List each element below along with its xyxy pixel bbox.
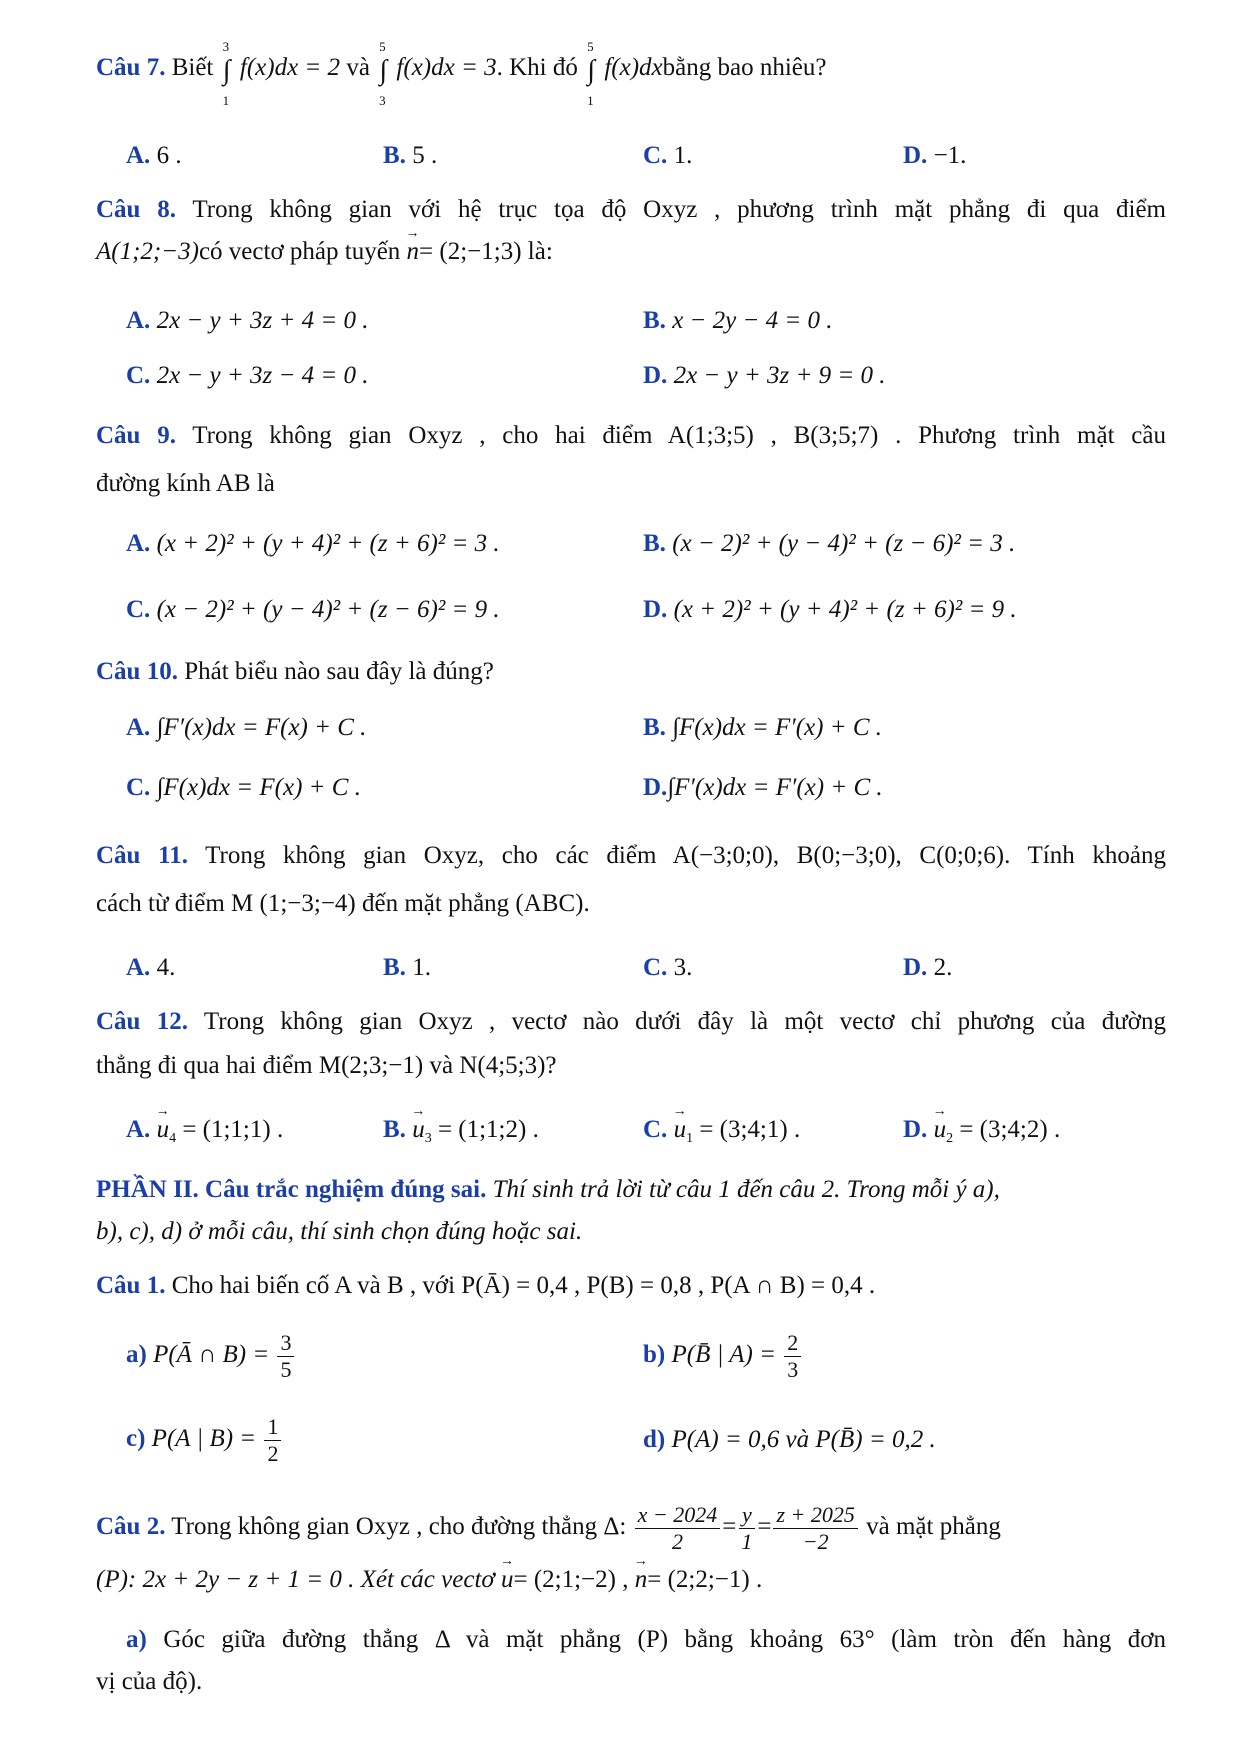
question-text: cách từ điểm M (1;−3;−4) đến mặt phẳng (ABC).	[96, 890, 590, 917]
option-value: 1.	[412, 954, 431, 981]
statement-value: P(A | B) =	[151, 1425, 257, 1453]
option-label: D.	[643, 774, 668, 801]
fraction	[773, 1502, 857, 1555]
option-label: B.	[383, 142, 406, 169]
question-11-line2	[96, 886, 1166, 922]
vector-index: 1	[686, 1131, 694, 1146]
statement-label: d)	[643, 1426, 666, 1453]
point-a: A(1;2;−3)	[96, 238, 199, 265]
option-d[interactable]	[643, 358, 885, 394]
statement-c[interactable]	[126, 1414, 283, 1467]
option-label: A.	[126, 714, 151, 741]
option-b[interactable]	[383, 138, 437, 174]
statement-label: c)	[126, 1425, 146, 1453]
part-title: PHẦN II. Câu trắc nghiệm đúng sai.	[96, 1176, 487, 1203]
option-a[interactable]	[126, 138, 182, 174]
option-b[interactable]	[383, 950, 431, 986]
question-number: Câu 11.	[96, 842, 188, 869]
question-text: Trong không gian Oxyz , vectơ nào dưới đây là một vectơ chỉ phương của đường	[203, 1008, 1166, 1035]
integral-sign: ∫ 5 3	[376, 53, 390, 89]
statement-a[interactable]	[126, 1330, 296, 1383]
option-a[interactable]	[126, 710, 366, 746]
option-c[interactable]	[643, 1112, 800, 1157]
direction-vector: → u	[412, 1112, 425, 1148]
question-text: . Khi đó	[496, 54, 578, 81]
numerator: 3	[277, 1330, 294, 1357]
option-a[interactable]	[126, 526, 500, 562]
option-label: A.	[126, 307, 151, 334]
option-value: ∫F′(x)dx = F′(x) + C .	[667, 774, 883, 801]
option-a[interactable]	[126, 303, 368, 339]
integral-body: f(x)dx = 2	[239, 54, 341, 81]
lower-limit: 3	[379, 93, 386, 108]
direction-vector: → u	[934, 1112, 947, 1148]
option-value: ∫F′(x)dx = F(x) + C .	[156, 714, 367, 741]
option-label: C.	[643, 142, 668, 169]
question-number: Câu 1.	[96, 1272, 166, 1299]
fraction	[784, 1330, 801, 1383]
statement-text: Góc giữa đường thẳng Δ và mặt phẳng (P) bằng khoảng 63° (làm tròn đến hàng đơn	[163, 1626, 1166, 1653]
option-label: B.	[643, 714, 666, 741]
direction-vector: → u	[157, 1112, 170, 1148]
question-text: đường kính AB là	[96, 470, 275, 497]
option-label: A.	[126, 954, 151, 981]
option-b[interactable]	[383, 1112, 539, 1157]
part-2-instruction-line2	[96, 1214, 1166, 1250]
question-12	[96, 1004, 1166, 1040]
option-b[interactable]	[643, 303, 833, 339]
option-label: A.	[126, 1116, 151, 1143]
denominator: 2	[671, 1529, 683, 1554]
part-2-header	[96, 1172, 1166, 1208]
statement-d[interactable]	[643, 1422, 936, 1458]
vector-index: 4	[169, 1131, 177, 1146]
option-value: 2x − y + 3z + 4 = 0 .	[156, 307, 369, 334]
fraction	[277, 1330, 294, 1383]
option-d[interactable]	[643, 770, 883, 806]
option-label: D.	[903, 954, 928, 981]
option-label: C.	[126, 596, 151, 623]
question-text: Cho hai biến cố A và B , với P(Ā) = 0,4 , P(B) = 0,8 , P(A ∩ B) = 0,4 .	[171, 1272, 876, 1299]
option-value: 4.	[156, 954, 176, 981]
statement-a[interactable]	[126, 1622, 1166, 1658]
option-label: D.	[903, 142, 928, 169]
vector-u: → u	[501, 1562, 514, 1598]
question-10	[96, 654, 1166, 690]
option-c[interactable]	[643, 950, 692, 986]
normal-vector: → n	[407, 234, 420, 270]
question-9-line2	[96, 466, 1166, 502]
question-8-line2	[96, 234, 1166, 270]
vector-value: = (2;1;−2) ,	[513, 1566, 629, 1593]
integral-body: f(x)dx = 3	[396, 54, 497, 81]
part2-question-2: Câu 2. Trong không gian Oxyz , cho đường thẳng Δ: $\frac{x - 2024}{2}$ = $\frac{y}{1}$ = $\frac{z + 2025}{-2}$ và mặt phẳng	[96, 1502, 1001, 1554]
option-value: ∫F(x)dx = F(x) + C .	[156, 774, 361, 801]
part2-question-1	[96, 1268, 1166, 1304]
option-label: C.	[126, 362, 151, 389]
option-label: B.	[383, 954, 406, 981]
option-d[interactable]	[903, 1112, 1060, 1157]
numerator: x − 2024	[635, 1502, 721, 1529]
question-text: bằng bao nhiêu?	[662, 54, 827, 81]
question-text: và	[346, 54, 370, 81]
option-label: D.	[643, 596, 668, 623]
statement-value: P(A) = 0,6 và P(B̄) = 0,2 .	[671, 1426, 936, 1453]
option-b[interactable]	[643, 710, 882, 746]
option-label: D.	[903, 1116, 928, 1143]
question-text: Trong không gian Oxyz, cho các điểm A(−3;0;0), B(0;−3;0), C(0;0;6). Tính khoảng	[205, 842, 1166, 869]
question-number: Câu 9.	[96, 422, 176, 449]
question-number: Câu 7.	[96, 54, 166, 81]
statement-value: P(B̄ | A) =	[671, 1341, 776, 1369]
option-value: ∫F(x)dx = F′(x) + C .	[672, 714, 883, 741]
question-text: Phát biểu nào sau đây là đúng?	[184, 658, 494, 685]
question-number: Câu 8.	[96, 196, 177, 223]
part-instruction: Thí sinh trả lời từ câu 1 đến câu 2. Trong mỗi ý a),	[492, 1176, 1000, 1203]
vector-index: 2	[946, 1131, 954, 1146]
numerator: z + 2025	[773, 1502, 857, 1529]
integral-body: f(x)dx	[604, 54, 663, 81]
denominator: −2	[802, 1529, 829, 1554]
option-value: 1.	[673, 142, 693, 169]
upper-limit: 5	[379, 39, 386, 54]
integral-sign: ∫ 3 1	[220, 53, 234, 89]
question-text: là:	[527, 238, 553, 265]
option-label: B.	[643, 530, 666, 557]
denominator: 3	[787, 1357, 799, 1382]
option-b[interactable]	[643, 526, 1015, 562]
question-text: thẳng đi qua hai điểm M(2;3;−1) và N(4;5;3)?	[96, 1052, 557, 1079]
option-a[interactable]	[126, 950, 175, 986]
statement-label: b)	[643, 1341, 666, 1369]
fraction	[264, 1414, 281, 1467]
option-value: = (3;4;1) .	[699, 1116, 801, 1143]
upper-limit: 5	[587, 39, 594, 54]
option-label: C.	[643, 954, 668, 981]
question-text: Trong không gian Oxyz , cho hai điểm A(1;3;5) , B(3;5;7) . Phương trình mặt cầu	[192, 422, 1166, 449]
denominator: 2	[267, 1441, 279, 1466]
option-label: C.	[643, 1116, 668, 1143]
lower-limit: 1	[222, 93, 230, 108]
vector-value: = (2;2;−1) .	[647, 1566, 763, 1593]
option-value: (x + 2)² + (y + 4)² + (z + 6)² = 9 .	[673, 596, 1017, 623]
option-d[interactable]	[903, 950, 952, 986]
question-number: Câu 2.	[96, 1513, 166, 1541]
option-value: 2x − y + 3z − 4 = 0 .	[156, 362, 369, 389]
statement-a-line2	[96, 1664, 1166, 1700]
option-label: A.	[126, 530, 151, 557]
question-number: Câu 12.	[96, 1008, 189, 1035]
part2-question-2-line2	[96, 1562, 1166, 1598]
option-value: 2x − y + 3z + 9 = 0 .	[673, 362, 886, 389]
option-value: −1.	[933, 142, 967, 169]
option-label: B.	[643, 307, 666, 334]
option-label: A.	[126, 142, 151, 169]
direction-vector: → u	[674, 1112, 687, 1148]
question-text: (P): 2x + 2y − z + 1 = 0 . Xét các vectơ	[96, 1566, 495, 1593]
question-12-line2	[96, 1048, 1166, 1084]
statement-label: a)	[126, 1626, 147, 1653]
question-11	[96, 838, 1166, 874]
fraction	[738, 1502, 755, 1555]
question-text: Biết	[171, 54, 214, 81]
denominator: 1	[741, 1529, 753, 1554]
numerator: y	[739, 1502, 755, 1529]
option-c[interactable]	[643, 138, 692, 174]
option-value: = (3;4;2) .	[959, 1116, 1061, 1143]
option-c[interactable]	[126, 592, 500, 628]
question-text: Trong không gian Oxyz , cho đường thẳng Δ:	[171, 1513, 627, 1541]
denominator: 5	[280, 1357, 292, 1382]
part-instruction: b), c), d) ở mỗi câu, thí sinh chọn đúng hoặc sai.	[96, 1218, 583, 1245]
question-9	[96, 418, 1166, 454]
option-label: C.	[126, 774, 151, 801]
option-value: 6 .	[156, 142, 182, 169]
statement-value: P(Ā ∩ B) =	[153, 1341, 270, 1369]
option-value: (x + 2)² + (y + 4)² + (z + 6)² = 3 .	[156, 530, 500, 557]
numerator: 1	[264, 1414, 281, 1441]
option-d[interactable]	[903, 138, 966, 174]
option-value: (x − 2)² + (y − 4)² + (z − 6)² = 3 .	[672, 530, 1016, 557]
option-a[interactable]	[126, 1112, 283, 1157]
option-value: 3.	[673, 954, 693, 981]
option-value: x − 2y − 4 = 0 .	[672, 307, 833, 334]
vector-value: = (2;−1;3)	[419, 238, 522, 265]
question-text: có vectơ pháp tuyến	[198, 238, 401, 265]
integral-sign: ∫ 5 1	[584, 53, 598, 89]
option-value: = (1;1;2) .	[437, 1116, 539, 1143]
vector-n: → n	[635, 1562, 648, 1598]
numerator: 2	[784, 1330, 801, 1357]
option-c[interactable]	[126, 358, 368, 394]
question-8	[96, 192, 1166, 228]
option-c[interactable]	[126, 770, 361, 806]
option-label: B.	[383, 1116, 406, 1143]
statement-text: vị của độ).	[96, 1668, 203, 1695]
option-value: 2.	[933, 954, 953, 981]
statement-b[interactable]	[643, 1330, 803, 1383]
option-value: (x − 2)² + (y − 4)² + (z − 6)² = 9 .	[156, 596, 500, 623]
question-text: Trong không gian với hệ trục tọa độ Oxyz , phương trình mặt phẳng đi qua điểm	[192, 196, 1166, 223]
question-number: Câu 10.	[96, 658, 178, 685]
option-label: D.	[643, 362, 668, 389]
lower-limit: 1	[587, 93, 594, 108]
vector-index: 3	[424, 1131, 432, 1146]
statement-label: a)	[126, 1341, 147, 1369]
option-value: 5 .	[412, 142, 438, 169]
option-d[interactable]	[643, 592, 1017, 628]
option-value: = (1;1;1) .	[182, 1116, 284, 1143]
upper-limit: 3	[222, 39, 230, 54]
question-text: và mặt phẳng	[866, 1513, 1001, 1541]
question-7	[96, 39, 1166, 108]
